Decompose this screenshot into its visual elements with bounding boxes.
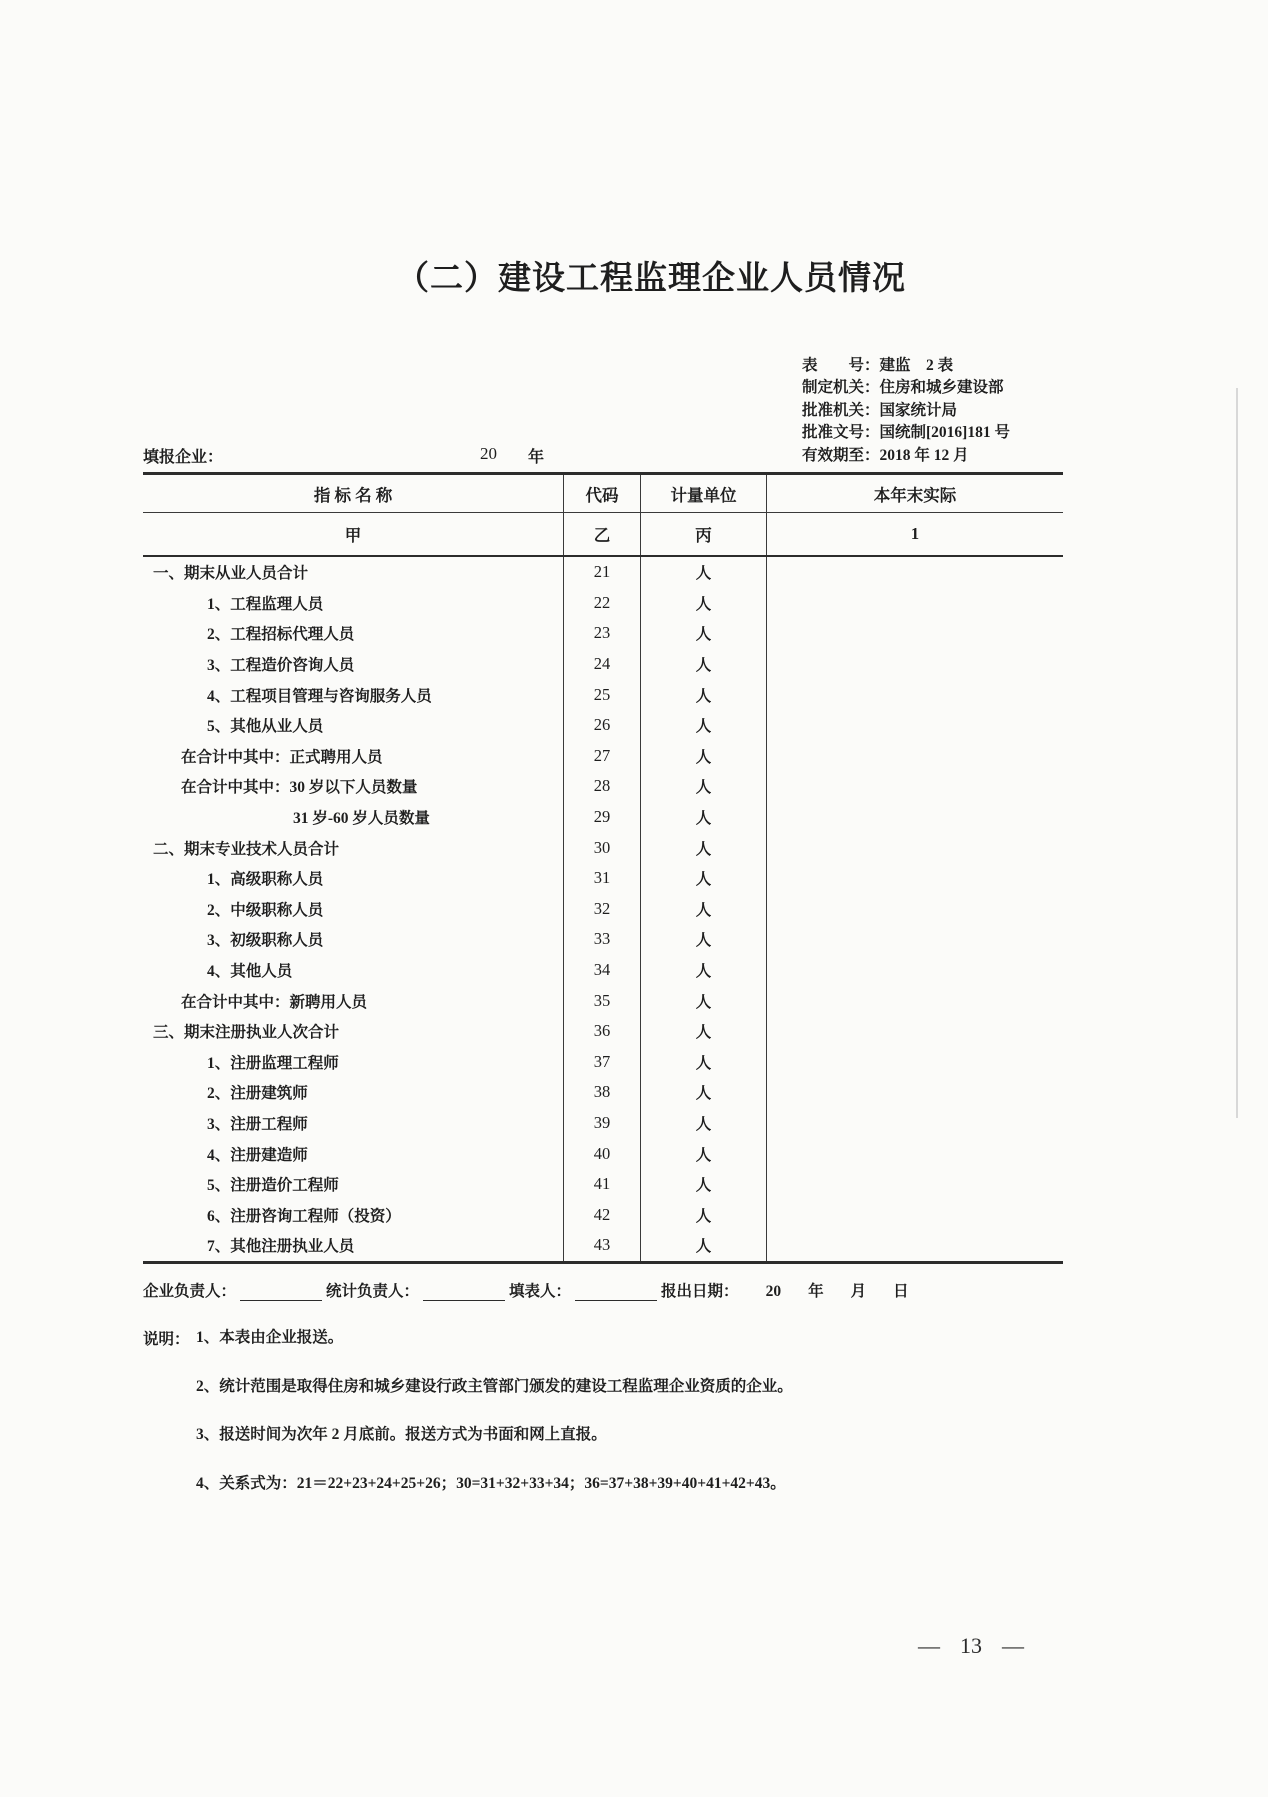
row-indicator-label: 在合计中其中：新聘用人员 [143, 985, 564, 1016]
note-line: 3、报送时间为次年 2 月底前。报送方式为书面和网上直报。 [196, 1426, 607, 1443]
row-code: 39 [564, 1108, 641, 1139]
row-value [767, 1199, 1063, 1230]
report-year-unit: 年 [528, 449, 545, 466]
signature-field-label: 填表人： [509, 1283, 572, 1300]
row-unit: 人 [641, 1016, 767, 1047]
row-unit: 人 [641, 1108, 767, 1139]
row-unit: 人 [641, 618, 767, 649]
table-body [143, 557, 1063, 1261]
table-row [143, 588, 1063, 619]
row-value [767, 1108, 1063, 1139]
row-unit: 人 [641, 771, 767, 802]
row-unit: 人 [641, 588, 767, 619]
table-row [143, 1077, 1063, 1108]
row-indicator-label: 2、工程招标代理人员 [143, 618, 564, 649]
row-indicator-label: 三、期末注册执业人次合计 [143, 1016, 564, 1047]
row-indicator-label: 4、其他人员 [143, 955, 564, 986]
row-code: 25 [564, 679, 641, 710]
subheader-bing: 丙 [641, 513, 767, 555]
row-unit: 人 [641, 1169, 767, 1200]
row-value [767, 1230, 1063, 1261]
row-indicator-label: 2、注册建筑师 [143, 1077, 564, 1108]
form-meta-line [802, 400, 1010, 422]
form-meta-label: 有效期至： [802, 446, 880, 464]
row-value [767, 679, 1063, 710]
table-row [143, 1199, 1063, 1230]
table-row [143, 771, 1063, 802]
scan-edge-shadow [1236, 388, 1238, 1118]
reporting-enterprise-line [143, 444, 1063, 470]
row-indicator-label: 3、工程造价咨询人员 [143, 649, 564, 680]
page-number-dash-left: — [918, 1633, 940, 1658]
row-code: 33 [564, 924, 641, 955]
form-meta-value: 住房和城乡建设部 [879, 379, 1004, 397]
row-unit: 人 [641, 863, 767, 894]
row-value [767, 1016, 1063, 1047]
page-title: （二）建设工程监理企业人员情况 [396, 261, 906, 297]
row-code: 37 [564, 1047, 641, 1078]
table-row [143, 649, 1063, 680]
row-indicator-label: 31 岁-60 岁人员数量 [143, 802, 564, 833]
row-indicator-label: 在合计中其中：30 岁以下人员数量 [143, 771, 564, 802]
row-value [767, 649, 1063, 680]
form-meta-line [802, 355, 1010, 377]
row-code: 24 [564, 649, 641, 680]
table-row [143, 1169, 1063, 1200]
row-code: 36 [564, 1016, 641, 1047]
row-indicator-label: 2、中级职称人员 [143, 894, 564, 925]
table-row [143, 955, 1063, 986]
row-code: 35 [564, 985, 641, 1016]
row-indicator-label: 在合计中其中：正式聘用人员 [143, 741, 564, 772]
table-row [143, 985, 1063, 1016]
row-value [767, 1047, 1063, 1078]
row-unit: 人 [641, 741, 767, 772]
form-meta-label: 批准文号： [802, 424, 880, 442]
table-row [143, 741, 1063, 772]
row-code: 28 [564, 771, 641, 802]
signature-blank [575, 1283, 657, 1301]
signature-field-label: 企业负责人： [143, 1283, 237, 1300]
note-line: 1、本表由企业报送。 [196, 1329, 344, 1346]
form-meta-label: 表 号： [802, 357, 880, 374]
row-indicator-label: 4、注册建造师 [143, 1138, 564, 1169]
report-date-part: 20 [765, 1283, 782, 1300]
row-unit: 人 [641, 649, 767, 680]
table-subheader-row [143, 513, 1063, 557]
row-code: 29 [564, 802, 641, 833]
report-date-part: 日 [893, 1283, 909, 1300]
row-code: 32 [564, 894, 641, 925]
row-code: 31 [564, 863, 641, 894]
row-value [767, 1077, 1063, 1108]
table-row [143, 618, 1063, 649]
subheader-1: 1 [910, 524, 920, 543]
personnel-statistics-table [143, 472, 1063, 1264]
row-value [767, 1138, 1063, 1169]
page-number [918, 1633, 1024, 1659]
table-row [143, 557, 1063, 588]
row-value [767, 985, 1063, 1016]
row-value [767, 1169, 1063, 1200]
row-value [767, 771, 1063, 802]
row-indicator-label: 7、其他注册执业人员 [143, 1230, 564, 1261]
table-row [143, 863, 1063, 894]
row-unit: 人 [641, 557, 767, 588]
subheader-jia: 甲 [143, 513, 564, 555]
row-indicator-label: 5、注册造价工程师 [143, 1169, 564, 1200]
row-indicator-label: 4、工程项目管理与咨询服务人员 [143, 679, 564, 710]
row-indicator-label: 3、注册工程师 [143, 1108, 564, 1139]
row-code: 40 [564, 1138, 641, 1169]
row-indicator-label: 1、工程监理人员 [143, 588, 564, 619]
form-meta-label: 制定机关： [802, 379, 880, 397]
page-number-value: 13 [960, 1633, 982, 1658]
row-unit: 人 [641, 1199, 767, 1230]
table-row [143, 1016, 1063, 1047]
col-header-unit: 计量单位 [641, 475, 767, 512]
row-unit: 人 [641, 832, 767, 863]
report-year-value: 20 [480, 444, 497, 463]
row-unit: 人 [641, 1077, 767, 1108]
page-number-dash-right: — [1002, 1633, 1024, 1658]
row-value [767, 802, 1063, 833]
row-unit: 人 [641, 894, 767, 925]
row-indicator-label: 1、注册监理工程师 [143, 1047, 564, 1078]
row-value [767, 955, 1063, 986]
note-line: 2、统计范围是取得住房和城乡建设行政主管部门颁发的建设工程监理企业资质的企业。 [196, 1377, 793, 1395]
subheader-yi: 乙 [564, 513, 641, 555]
signature-field-label: 报出日期： [661, 1283, 739, 1300]
row-unit: 人 [641, 710, 767, 741]
notes-list [196, 1327, 1076, 1521]
row-code: 41 [564, 1169, 641, 1200]
table-row [143, 894, 1063, 925]
table-row [143, 1108, 1063, 1139]
row-indicator-label: 一、期末从业人员合计 [143, 557, 564, 588]
table-row [143, 1138, 1063, 1169]
table-header-row [143, 475, 1063, 513]
row-code: 43 [564, 1230, 641, 1261]
row-indicator-label: 5、其他从业人员 [143, 710, 564, 741]
report-date-part: 月 [850, 1283, 867, 1300]
table-row [143, 679, 1063, 710]
row-unit: 人 [641, 985, 767, 1016]
table-row [143, 1047, 1063, 1078]
row-value [767, 741, 1063, 772]
table-row [143, 1230, 1063, 1261]
row-value [767, 588, 1063, 619]
row-code: 38 [564, 1077, 641, 1108]
row-value [767, 924, 1063, 955]
row-value [767, 557, 1063, 588]
table-row [143, 832, 1063, 863]
row-indicator-label: 6、注册咨询工程师（投资） [143, 1199, 564, 1230]
col-header-current-year-actual: 本年末实际 [873, 485, 957, 505]
row-code: 21 [564, 557, 641, 588]
row-value [767, 863, 1063, 894]
col-header-indicator-name: 指 标 名 称 [143, 475, 564, 512]
form-meta-value: 国家统计局 [879, 401, 958, 419]
reporting-enterprise-label: 填报企业： [143, 449, 224, 466]
form-meta-line [802, 422, 1010, 444]
row-code: 30 [564, 832, 641, 863]
form-meta-line [802, 377, 1010, 399]
form-meta-value: 建监 2 表 [879, 357, 954, 374]
row-code: 34 [564, 955, 641, 986]
signature-blank [423, 1283, 505, 1301]
table-row [143, 924, 1063, 955]
row-value [767, 618, 1063, 649]
row-code: 23 [564, 618, 641, 649]
row-code: 26 [564, 710, 641, 741]
col-header-code: 代码 [564, 475, 641, 512]
table-row [143, 710, 1063, 741]
row-value [767, 710, 1063, 741]
row-unit: 人 [641, 955, 767, 986]
row-unit: 人 [641, 679, 767, 710]
row-indicator-label: 3、初级职称人员 [143, 924, 564, 955]
row-code: 27 [564, 741, 641, 772]
row-unit: 人 [641, 1047, 767, 1078]
row-unit: 人 [641, 924, 767, 955]
notes-label: 说明： [143, 1331, 190, 1348]
row-code: 42 [564, 1199, 641, 1230]
table-row [143, 802, 1063, 833]
form-meta-value: 2018 年 12 月 [879, 446, 969, 464]
signature-blank [240, 1283, 322, 1301]
row-value [767, 894, 1063, 925]
note-line: 4、关系式为：21＝22+23+24+25+26；30=31+32+33+34；36=37+38+39+40+41+42+43。 [196, 1474, 786, 1492]
report-date-part: 年 [808, 1283, 824, 1300]
form-meta-value: 国统制[2016]181 号 [879, 424, 1010, 442]
signature-line [143, 1279, 909, 1301]
row-unit: 人 [641, 1230, 767, 1261]
row-code: 22 [564, 588, 641, 619]
form-meta-label: 批准机关： [802, 401, 880, 419]
row-value [767, 832, 1063, 863]
row-unit: 人 [641, 802, 767, 833]
signature-field-label: 统计负责人： [326, 1283, 420, 1300]
row-indicator-label: 二、期末专业技术人员合计 [143, 832, 564, 863]
row-indicator-label: 1、高级职称人员 [143, 863, 564, 894]
row-unit: 人 [641, 1138, 767, 1169]
